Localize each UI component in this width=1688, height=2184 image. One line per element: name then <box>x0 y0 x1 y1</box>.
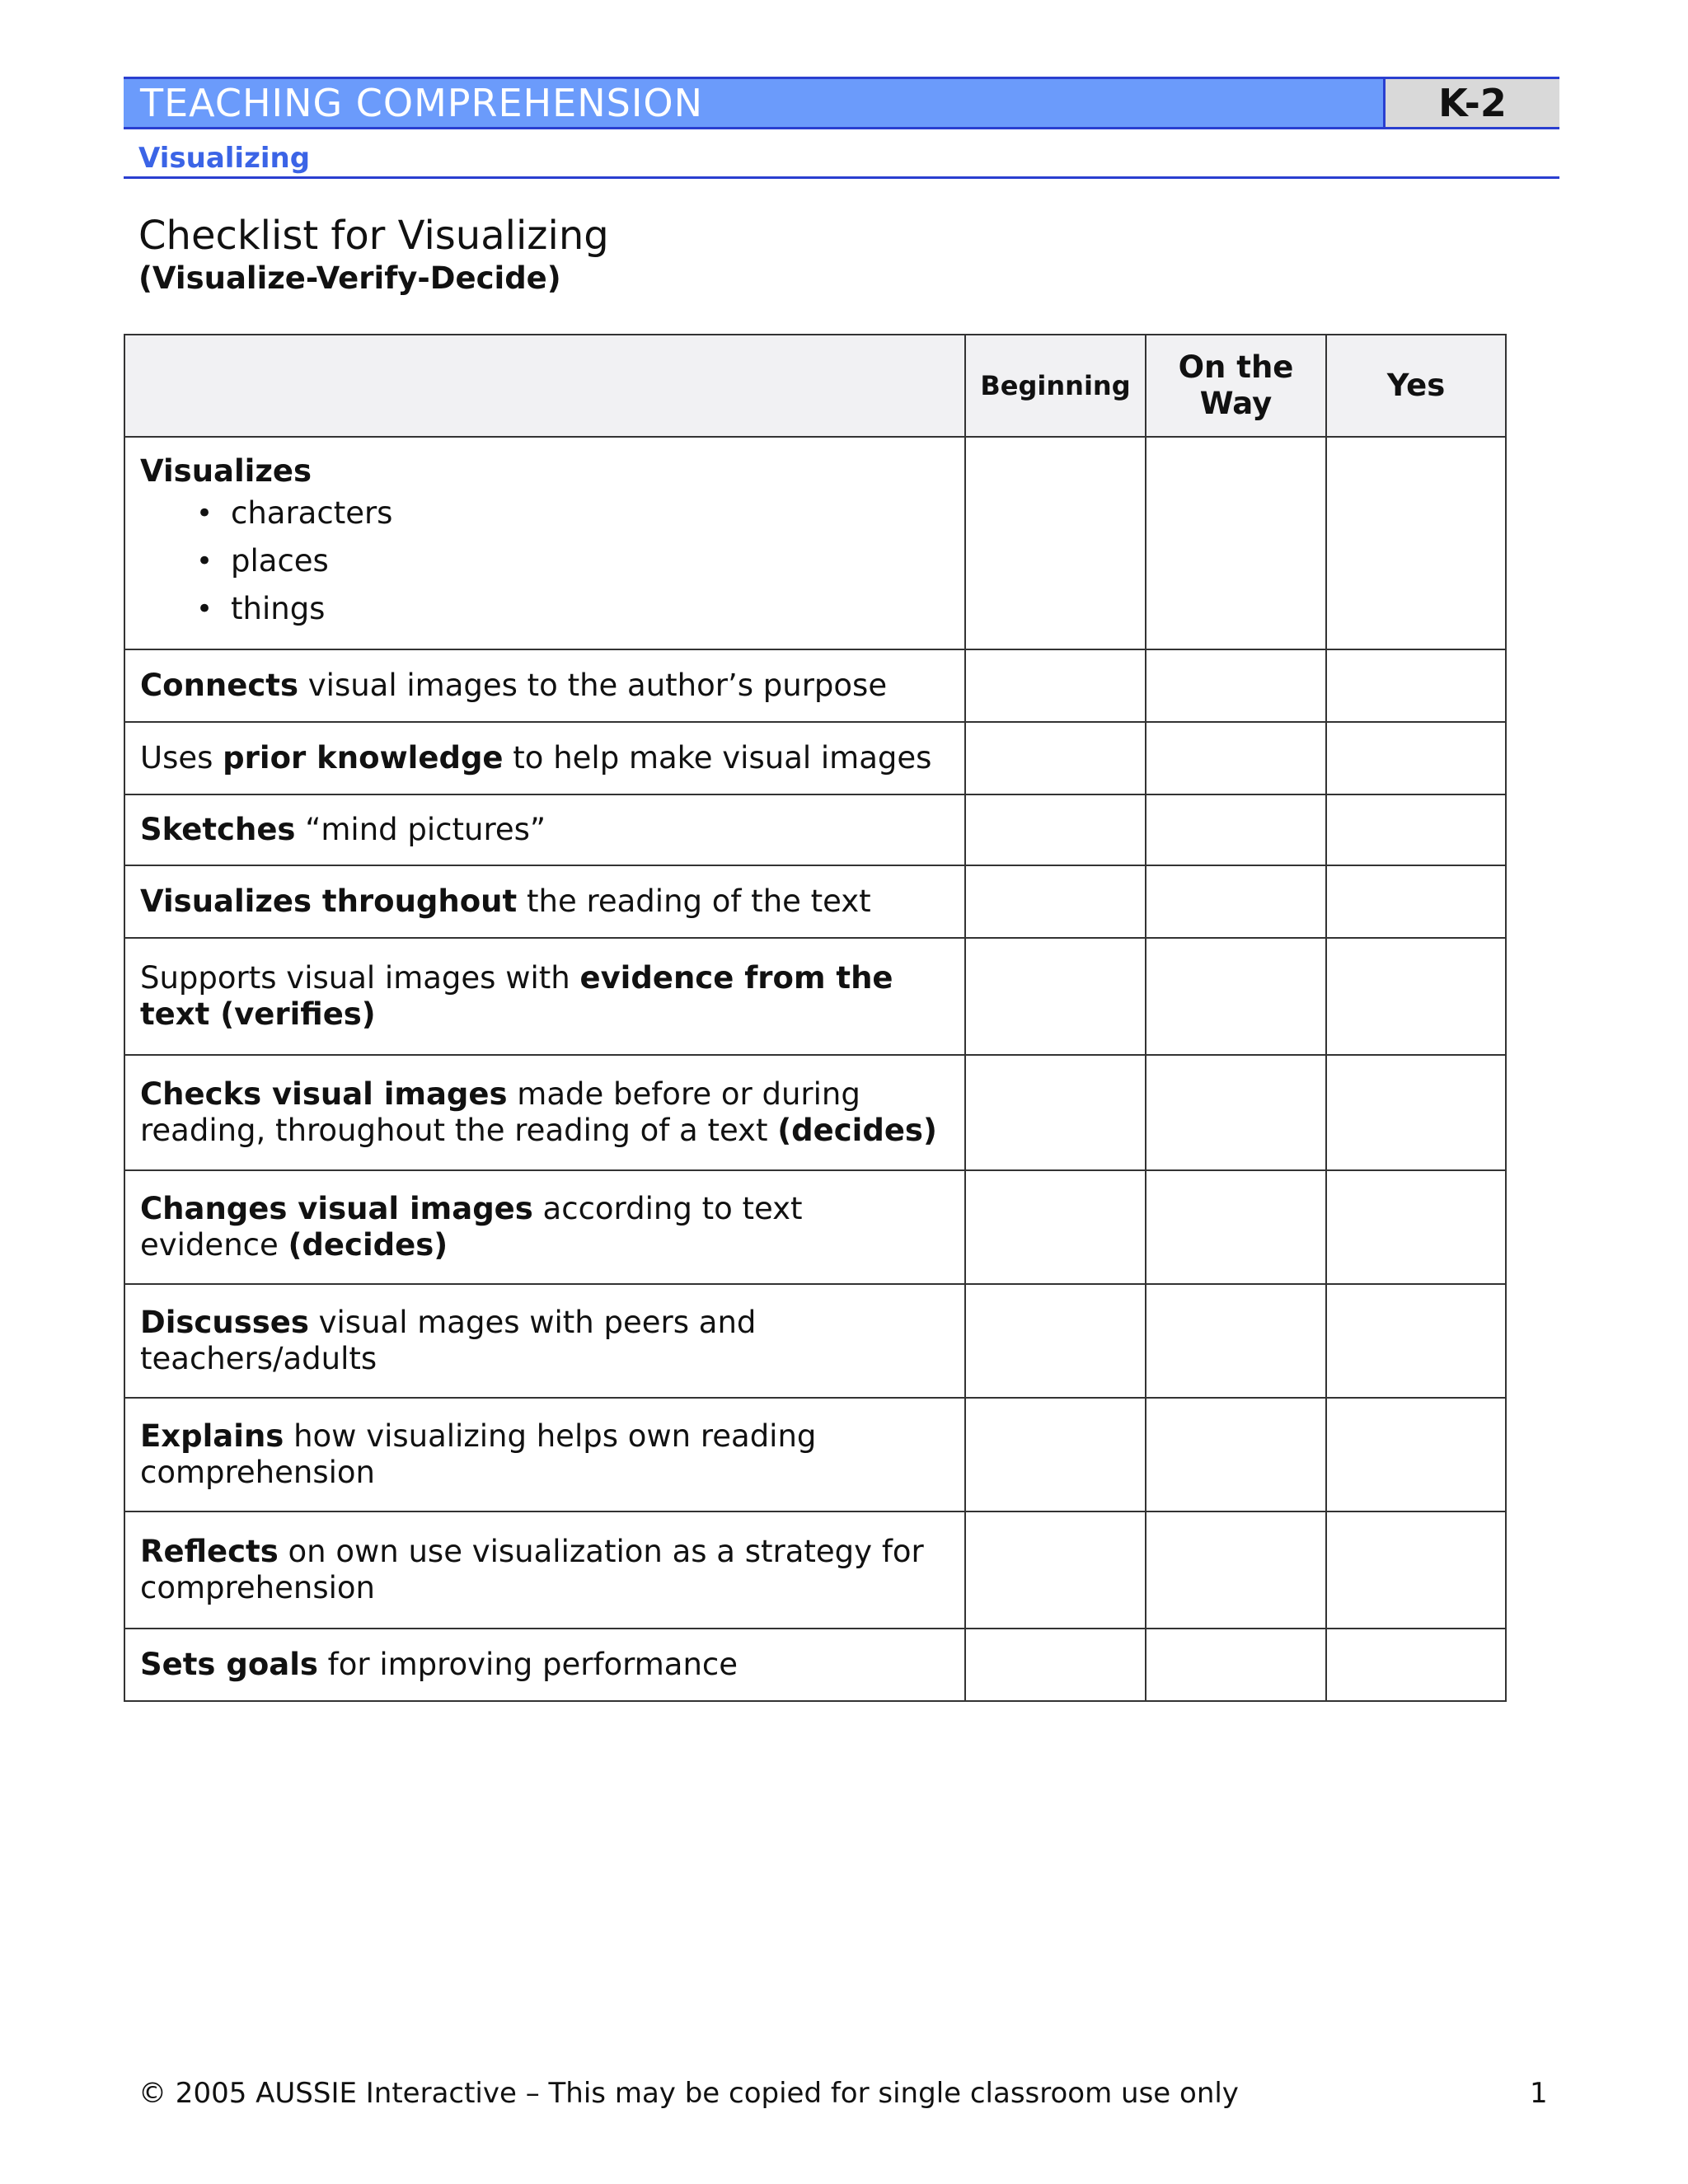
behavior-keyword: Sets goals <box>140 1647 318 1682</box>
behavior-text <box>140 668 950 704</box>
rating-cell-yes[interactable] <box>1326 437 1506 649</box>
behavior-description: on own use visualization as a strategy for comprehension <box>140 1534 924 1605</box>
bullet-icon: • <box>196 545 213 578</box>
rating-cell-on-the-way[interactable] <box>1146 722 1326 794</box>
behavior-description: made before or during reading, throughout the reading of a text <box>140 1076 860 1148</box>
behavior-cell <box>124 865 965 938</box>
behavior-description: for improving performance <box>317 1647 738 1682</box>
bullet-icon: • <box>196 593 213 626</box>
behavior-keyword: Discusses <box>140 1305 309 1340</box>
page-title: Checklist for Visualizing <box>138 213 609 259</box>
bullet-text: things <box>231 591 326 626</box>
behavior-description: visual mages with peers and teachers/adults <box>140 1305 757 1376</box>
page-number: 1 <box>1530 2077 1548 2110</box>
table-row <box>124 722 1506 794</box>
behavior-description: according to text evidence <box>140 1191 803 1263</box>
behavior-cell <box>124 1284 965 1398</box>
behavior-text <box>140 1534 950 1606</box>
behavior-text <box>140 1305 950 1377</box>
behavior-text <box>140 1647 950 1683</box>
table-row <box>124 1629 1506 1701</box>
rating-cell-on-the-way[interactable] <box>1146 437 1326 649</box>
behavior-description: to help make visual images <box>503 740 932 776</box>
grade-badge: K-2 <box>1383 79 1559 127</box>
behavior-keyword: Reflects <box>140 1534 279 1569</box>
rating-cell-beginning[interactable] <box>965 722 1146 794</box>
behavior-cell <box>124 722 965 794</box>
checklist-body <box>124 437 1506 1701</box>
bullet-text: places <box>231 543 329 579</box>
behavior-text <box>140 1076 950 1149</box>
rating-cell-yes[interactable] <box>1326 1511 1506 1629</box>
header-blank-cell <box>124 335 965 437</box>
rating-cell-on-the-way[interactable] <box>1146 1511 1326 1629</box>
checklist-table <box>124 334 1507 1702</box>
behavior-description: how visualizing helps own reading comprehension <box>140 1418 817 1490</box>
rating-cell-yes[interactable] <box>1326 722 1506 794</box>
table-row <box>124 1284 1506 1398</box>
rating-cell-yes[interactable] <box>1326 865 1506 938</box>
bullet-item <box>140 585 950 633</box>
table-header-row <box>124 335 1506 437</box>
behavior-text <box>140 1191 950 1263</box>
rating-cell-on-the-way[interactable] <box>1146 938 1326 1055</box>
behavior-text <box>140 1418 950 1491</box>
bullet-icon: • <box>196 497 213 530</box>
behavior-text <box>140 960 950 1033</box>
behavior-cell <box>124 1170 965 1284</box>
column-header-on-the-way <box>1146 335 1326 437</box>
rating-cell-yes[interactable] <box>1326 1629 1506 1701</box>
table-row <box>124 794 1506 865</box>
behavior-keyword: (decides) <box>777 1113 937 1148</box>
behavior-text <box>140 453 950 490</box>
rating-cell-yes[interactable] <box>1326 1055 1506 1170</box>
rating-cell-on-the-way[interactable] <box>1146 1284 1326 1398</box>
rating-cell-on-the-way[interactable] <box>1146 1629 1326 1701</box>
behavior-keyword: prior knowledge <box>223 740 504 776</box>
rating-cell-beginning[interactable] <box>965 649 1146 722</box>
behavior-description: Supports visual images with <box>140 960 580 996</box>
rating-cell-on-the-way[interactable] <box>1146 1398 1326 1511</box>
behavior-cell <box>124 794 965 865</box>
behavior-keyword: Checks visual images <box>140 1076 508 1112</box>
rating-cell-beginning[interactable] <box>965 1511 1146 1629</box>
section-divider <box>124 176 1559 179</box>
behavior-description: Uses <box>140 740 223 776</box>
behavior-keyword: Visualizes <box>140 453 312 489</box>
bullet-item <box>140 537 950 585</box>
rating-cell-beginning[interactable] <box>965 437 1146 649</box>
bullet-text: characters <box>231 495 393 531</box>
bullet-item <box>140 490 950 537</box>
behavior-description: “mind pictures” <box>295 812 546 847</box>
behavior-cell <box>124 437 965 649</box>
behavior-keyword: Visualizes throughout <box>140 883 518 919</box>
behavior-keyword: evidence from the text (verifies) <box>140 960 893 1032</box>
behavior-cell <box>124 1629 965 1701</box>
column-header-on-the-way-label: On the Way <box>1178 349 1294 421</box>
table-row <box>124 649 1506 722</box>
rating-cell-beginning[interactable] <box>965 1398 1146 1511</box>
rating-cell-beginning[interactable] <box>965 1629 1146 1701</box>
rating-cell-on-the-way[interactable] <box>1146 649 1326 722</box>
table-row <box>124 1170 1506 1284</box>
header-bar <box>124 77 1559 129</box>
rating-cell-yes[interactable] <box>1326 1170 1506 1284</box>
rating-cell-yes[interactable] <box>1326 794 1506 865</box>
section-label: Visualizing <box>138 142 311 175</box>
rating-cell-yes[interactable] <box>1326 1398 1506 1511</box>
table-row <box>124 938 1506 1055</box>
behavior-cell <box>124 938 965 1055</box>
rating-cell-beginning[interactable] <box>965 938 1146 1055</box>
table-row <box>124 1398 1506 1511</box>
rating-cell-beginning[interactable] <box>965 794 1146 865</box>
rating-cell-yes[interactable] <box>1326 649 1506 722</box>
behavior-text <box>140 883 950 920</box>
rating-cell-on-the-way[interactable] <box>1146 1170 1326 1284</box>
column-header-beginning: Beginning <box>965 335 1146 437</box>
behavior-keyword: Connects <box>140 668 298 703</box>
rating-cell-on-the-way[interactable] <box>1146 794 1326 865</box>
behavior-cell <box>124 1511 965 1629</box>
behavior-cell <box>124 1055 965 1170</box>
behavior-description: visual images to the author’s purpose <box>298 668 888 703</box>
behavior-cell <box>124 1398 965 1511</box>
rating-cell-beginning[interactable] <box>965 1170 1146 1284</box>
behavior-keyword: Sketches <box>140 812 296 847</box>
column-header-yes: Yes <box>1326 335 1506 437</box>
behavior-text <box>140 812 950 848</box>
page-subtitle: (Visualize-Verify-Decide) <box>138 260 561 296</box>
table-row <box>124 865 1506 938</box>
table-row <box>124 1055 1506 1170</box>
rating-cell-on-the-way[interactable] <box>1146 1055 1326 1170</box>
behavior-keyword: Changes visual images <box>140 1191 533 1226</box>
behavior-keyword: (decides) <box>288 1227 448 1263</box>
header-title: TEACHING COMPREHENSION <box>124 79 1383 127</box>
behavior-keyword: Explains <box>140 1418 284 1454</box>
table-row <box>124 1511 1506 1629</box>
behavior-cell <box>124 649 965 722</box>
rating-cell-beginning[interactable] <box>965 1055 1146 1170</box>
behavior-text <box>140 740 950 776</box>
rating-cell-yes[interactable] <box>1326 938 1506 1055</box>
rating-cell-beginning[interactable] <box>965 865 1146 938</box>
rating-cell-on-the-way[interactable] <box>1146 865 1326 938</box>
footer-copyright: © 2005 AUSSIE Interactive – This may be copied for single classroom use only <box>138 2077 1239 2110</box>
table-row <box>124 437 1506 649</box>
behavior-description: the reading of the text <box>517 883 871 919</box>
rating-cell-beginning[interactable] <box>965 1284 1146 1398</box>
rating-cell-yes[interactable] <box>1326 1284 1506 1398</box>
